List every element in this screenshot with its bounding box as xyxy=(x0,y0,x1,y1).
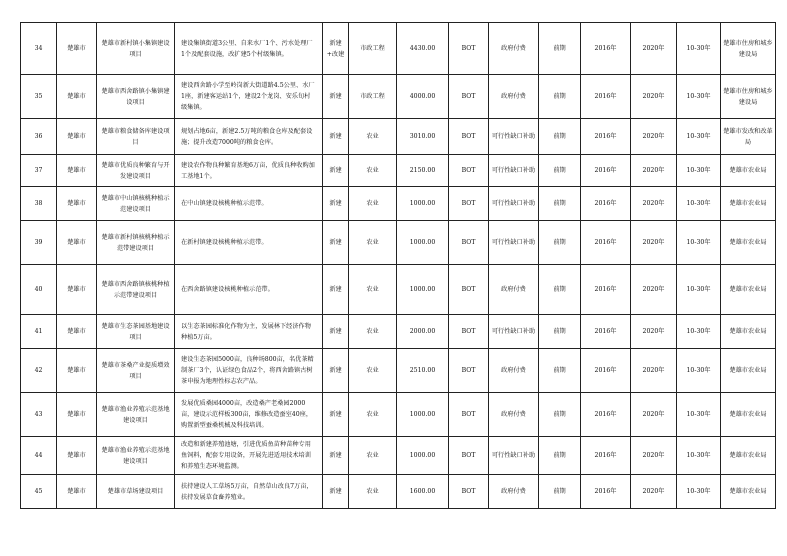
cell-city: 楚雄市 xyxy=(57,393,97,437)
cell-term: 10-30年 xyxy=(677,23,721,75)
cell-mode: BOT xyxy=(449,265,489,315)
cell-return: 可行性缺口补助 xyxy=(489,221,539,265)
cell-type: 新建 xyxy=(323,119,349,155)
cell-name: 楚雄市渔业养殖示范基地建设项目 xyxy=(97,393,175,437)
cell-no: 44 xyxy=(21,437,57,475)
cell-content: 在西舍路镇建设核桃种植示范带。 xyxy=(175,265,323,315)
cell-return: 政府付费 xyxy=(489,75,539,119)
cell-name: 楚雄市生态茶园基地建设项目 xyxy=(97,315,175,349)
cell-return: 政府付费 xyxy=(489,393,539,437)
cell-department: 楚雄市农业局 xyxy=(721,315,776,349)
table-row xyxy=(21,265,776,315)
cell-stage: 前期 xyxy=(539,23,581,75)
cell-end-year: 2020年 xyxy=(631,315,677,349)
cell-city: 楚雄市 xyxy=(57,75,97,119)
cell-return: 政府付费 xyxy=(489,475,539,509)
cell-start-year: 2016年 xyxy=(581,119,631,155)
project-table xyxy=(20,22,776,509)
cell-type: 新建 xyxy=(323,75,349,119)
cell-return: 可行性缺口补助 xyxy=(489,187,539,221)
cell-start-year: 2016年 xyxy=(581,393,631,437)
cell-department: 楚雄市住房和城乡建设局 xyxy=(721,23,776,75)
table-row xyxy=(21,349,776,393)
cell-term: 10-30年 xyxy=(677,221,721,265)
cell-start-year: 2016年 xyxy=(581,265,631,315)
cell-content: 在中山镇建设核桃种植示范带。 xyxy=(175,187,323,221)
cell-department: 楚雄市农业局 xyxy=(721,393,776,437)
cell-start-year: 2016年 xyxy=(581,475,631,509)
cell-no: 45 xyxy=(21,475,57,509)
cell-return: 可行性缺口补助 xyxy=(489,155,539,187)
cell-mode: BOT xyxy=(449,155,489,187)
cell-stage: 前期 xyxy=(539,221,581,265)
table-row xyxy=(21,23,776,75)
cell-term: 10-30年 xyxy=(677,349,721,393)
cell-content: 规划占地6亩，新建2.5万吨的粮食仓库及配套设施；提升改造7000吨的粮食仓库。 xyxy=(175,119,323,155)
cell-name: 楚雄市渔业养殖示范基地建设项目 xyxy=(97,437,175,475)
cell-stage: 前期 xyxy=(539,155,581,187)
cell-end-year: 2020年 xyxy=(631,75,677,119)
cell-industry: 农业 xyxy=(349,155,397,187)
cell-industry: 农业 xyxy=(349,393,397,437)
cell-name: 楚雄市中山镇核桃种植示范建设项目 xyxy=(97,187,175,221)
cell-return: 政府付费 xyxy=(489,23,539,75)
cell-department: 楚雄市农业局 xyxy=(721,221,776,265)
cell-content: 改造和新建养殖池塘，引进优质鱼苗种苗种专用鱼饲料，配套专用设备，开展先进适用技术培训和养殖生态环境监测。 xyxy=(175,437,323,475)
cell-name: 楚雄市西舍路镇小集镇建设项目 xyxy=(97,75,175,119)
cell-start-year: 2016年 xyxy=(581,437,631,475)
cell-stage: 前期 xyxy=(539,475,581,509)
cell-end-year: 2020年 xyxy=(631,265,677,315)
cell-no: 42 xyxy=(21,349,57,393)
cell-term: 10-30年 xyxy=(677,393,721,437)
table-row xyxy=(21,155,776,187)
cell-investment: 1000.00 xyxy=(397,265,449,315)
cell-mode: BOT xyxy=(449,393,489,437)
cell-name: 楚雄市新村镇核桃种植示范带建设项目 xyxy=(97,221,175,265)
cell-term: 10-30年 xyxy=(677,187,721,221)
cell-end-year: 2020年 xyxy=(631,437,677,475)
cell-return: 可行性缺口补助 xyxy=(489,437,539,475)
cell-city: 楚雄市 xyxy=(57,23,97,75)
cell-city: 楚雄市 xyxy=(57,187,97,221)
cell-name: 楚雄市茶桑产业提质增效项目 xyxy=(97,349,175,393)
cell-term: 10-30年 xyxy=(677,75,721,119)
cell-city: 楚雄市 xyxy=(57,437,97,475)
cell-content: 建设生态茶园5000亩，良种场800亩，名优茶精制茶厂3个，认证绿色食品2个，将西舍路镇古树茶申报为地理性标志农产品。 xyxy=(175,349,323,393)
cell-no: 39 xyxy=(21,221,57,265)
cell-industry: 市政工程 xyxy=(349,23,397,75)
cell-investment: 1000.00 xyxy=(397,437,449,475)
cell-name: 楚雄市粮食储备库建设项目 xyxy=(97,119,175,155)
cell-no: 41 xyxy=(21,315,57,349)
table-row xyxy=(21,475,776,509)
cell-investment: 1600.00 xyxy=(397,475,449,509)
cell-stage: 前期 xyxy=(539,315,581,349)
cell-investment: 2000.00 xyxy=(397,315,449,349)
cell-no: 38 xyxy=(21,187,57,221)
cell-no: 34 xyxy=(21,23,57,75)
table-row xyxy=(21,187,776,221)
cell-stage: 前期 xyxy=(539,437,581,475)
cell-content: 建设西舍路小学至岭岗新大街道路4.5公里、水厂1座，新建客运站1个，建设2个龙岗、安乐旬村级集镇。 xyxy=(175,75,323,119)
cell-name: 楚雄市西舍路镇核桃种植示范带建设项目 xyxy=(97,265,175,315)
cell-return: 政府付费 xyxy=(489,265,539,315)
cell-city: 楚雄市 xyxy=(57,475,97,509)
cell-end-year: 2020年 xyxy=(631,23,677,75)
cell-department: 楚雄市农业局 xyxy=(721,187,776,221)
cell-type: 新建 xyxy=(323,349,349,393)
table-row xyxy=(21,437,776,475)
cell-industry: 农业 xyxy=(349,475,397,509)
cell-content: 在新村镇建设核桃种植示范带。 xyxy=(175,221,323,265)
cell-mode: BOT xyxy=(449,221,489,265)
table-body xyxy=(21,23,776,509)
cell-no: 40 xyxy=(21,265,57,315)
cell-investment: 3010.00 xyxy=(397,119,449,155)
cell-department: 楚雄市农业局 xyxy=(721,265,776,315)
cell-department: 楚雄市住房和城乡建设局 xyxy=(721,75,776,119)
cell-industry: 农业 xyxy=(349,437,397,475)
cell-industry: 农业 xyxy=(349,265,397,315)
cell-start-year: 2016年 xyxy=(581,187,631,221)
cell-no: 43 xyxy=(21,393,57,437)
cell-mode: BOT xyxy=(449,437,489,475)
cell-type: 新建 xyxy=(323,155,349,187)
cell-start-year: 2016年 xyxy=(581,155,631,187)
cell-industry: 农业 xyxy=(349,221,397,265)
cell-type: 新建 xyxy=(323,475,349,509)
cell-stage: 前期 xyxy=(539,187,581,221)
cell-content: 发展优质桑园4000亩，改造桑产老桑园2000亩，建设示范样板300亩，维修改造蚕室40座，购置新型蚕桑机械及科技培训。 xyxy=(175,393,323,437)
cell-start-year: 2016年 xyxy=(581,23,631,75)
cell-end-year: 2020年 xyxy=(631,187,677,221)
cell-city: 楚雄市 xyxy=(57,265,97,315)
cell-start-year: 2016年 xyxy=(581,315,631,349)
cell-term: 10-30年 xyxy=(677,155,721,187)
cell-content: 扶持建设人工草场5万亩，自然草山改良7万亩，扶持发展草食畜养殖业。 xyxy=(175,475,323,509)
cell-term: 10-30年 xyxy=(677,475,721,509)
table-row xyxy=(21,119,776,155)
cell-city: 楚雄市 xyxy=(57,315,97,349)
cell-end-year: 2020年 xyxy=(631,475,677,509)
cell-stage: 前期 xyxy=(539,265,581,315)
cell-mode: BOT xyxy=(449,187,489,221)
cell-end-year: 2020年 xyxy=(631,349,677,393)
table-row xyxy=(21,315,776,349)
cell-mode: BOT xyxy=(449,349,489,393)
cell-end-year: 2020年 xyxy=(631,221,677,265)
cell-type: 新建 xyxy=(323,437,349,475)
cell-start-year: 2016年 xyxy=(581,75,631,119)
cell-end-year: 2020年 xyxy=(631,155,677,187)
cell-start-year: 2016年 xyxy=(581,221,631,265)
cell-term: 10-30年 xyxy=(677,265,721,315)
cell-industry: 农业 xyxy=(349,119,397,155)
cell-investment: 1000.00 xyxy=(397,393,449,437)
cell-city: 楚雄市 xyxy=(57,119,97,155)
cell-mode: BOT xyxy=(449,75,489,119)
cell-stage: 前期 xyxy=(539,349,581,393)
table-row xyxy=(21,75,776,119)
cell-industry: 农业 xyxy=(349,315,397,349)
cell-industry: 农业 xyxy=(349,187,397,221)
cell-mode: BOT xyxy=(449,315,489,349)
cell-stage: 前期 xyxy=(539,75,581,119)
cell-mode: BOT xyxy=(449,475,489,509)
cell-return: 可行性缺口补助 xyxy=(489,119,539,155)
cell-type: 新建 xyxy=(323,315,349,349)
cell-term: 10-30年 xyxy=(677,315,721,349)
cell-type: 新建+改建 xyxy=(323,23,349,75)
cell-city: 楚雄市 xyxy=(57,221,97,265)
cell-return: 政府付费 xyxy=(489,349,539,393)
cell-mode: BOT xyxy=(449,119,489,155)
cell-investment: 2150.00 xyxy=(397,155,449,187)
cell-type: 新建 xyxy=(323,393,349,437)
cell-investment: 1000.00 xyxy=(397,187,449,221)
cell-department: 楚雄市农业局 xyxy=(721,349,776,393)
table-row xyxy=(21,393,776,437)
cell-name: 楚雄市新村镇小集镇建设项目 xyxy=(97,23,175,75)
cell-stage: 前期 xyxy=(539,393,581,437)
cell-type: 新建 xyxy=(323,221,349,265)
table-row xyxy=(21,221,776,265)
cell-stage: 前期 xyxy=(539,119,581,155)
cell-content: 建设集镇街道3公里、自来水厂1个、污水处理厂1个及配套设施，改扩建5个村级集镇。 xyxy=(175,23,323,75)
cell-start-year: 2016年 xyxy=(581,349,631,393)
cell-industry: 农业 xyxy=(349,349,397,393)
cell-term: 10-30年 xyxy=(677,119,721,155)
cell-no: 35 xyxy=(21,75,57,119)
cell-term: 10-30年 xyxy=(677,437,721,475)
cell-city: 楚雄市 xyxy=(57,349,97,393)
cell-name: 楚雄市草场建设项目 xyxy=(97,475,175,509)
cell-end-year: 2020年 xyxy=(631,119,677,155)
cell-mode: BOT xyxy=(449,23,489,75)
cell-investment: 1000.00 xyxy=(397,221,449,265)
cell-industry: 市政工程 xyxy=(349,75,397,119)
cell-department: 楚雄市农业局 xyxy=(721,155,776,187)
cell-no: 36 xyxy=(21,119,57,155)
cell-city: 楚雄市 xyxy=(57,155,97,187)
cell-department: 楚雄市发改和改革局 xyxy=(721,119,776,155)
cell-department: 楚雄市农业局 xyxy=(721,437,776,475)
cell-type: 新建 xyxy=(323,265,349,315)
cell-investment: 4430.00 xyxy=(397,23,449,75)
cell-no: 37 xyxy=(21,155,57,187)
cell-department: 楚雄市农业局 xyxy=(721,475,776,509)
cell-investment: 4000.00 xyxy=(397,75,449,119)
cell-investment: 2510.00 xyxy=(397,349,449,393)
cell-return: 可行性缺口补助 xyxy=(489,315,539,349)
cell-content: 建设农作物良种繁育基地6万亩，优质良种收购加工基地1个。 xyxy=(175,155,323,187)
cell-end-year: 2020年 xyxy=(631,393,677,437)
cell-type: 新建 xyxy=(323,187,349,221)
cell-name: 楚雄市优质良种繁育与开发建设项目 xyxy=(97,155,175,187)
cell-content: 以生态茶园标准化作物为主，发展林下经济作物种植5万亩。 xyxy=(175,315,323,349)
